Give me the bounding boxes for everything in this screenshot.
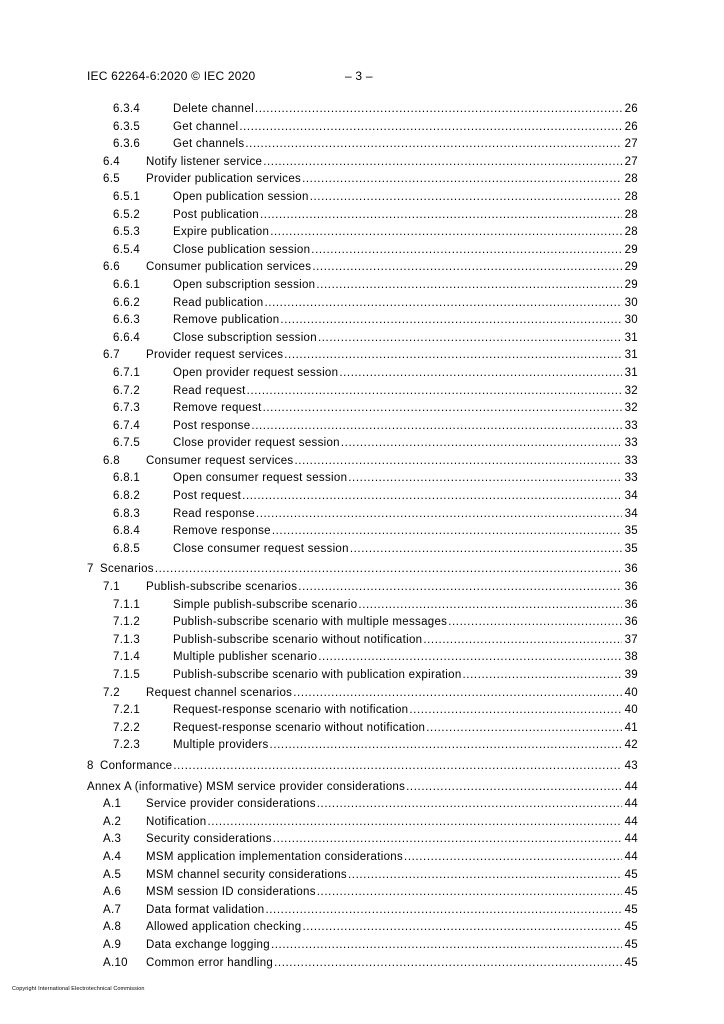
toc-entry-title: Data exchange logging	[146, 938, 270, 951]
toc-entry-number: 6.3.5	[113, 120, 141, 133]
toc-entry-line	[173, 669, 638, 681]
toc-entry[interactable]	[87, 563, 638, 581]
toc-entry[interactable]	[87, 402, 638, 420]
toc-entry[interactable]	[87, 244, 638, 262]
dot-leader	[339, 367, 622, 379]
toc-entry-number: 7.1.5	[113, 669, 141, 681]
toc-entry[interactable]	[87, 798, 638, 816]
toc-entry-page: 37	[624, 633, 638, 646]
dot-leader	[293, 687, 622, 699]
toc-entry-page: 40	[624, 686, 638, 699]
toc-entry-line	[173, 191, 638, 203]
toc-entry-title: Annex A (informative) MSM service provider considerations	[87, 780, 406, 793]
toc-entry[interactable]	[87, 385, 638, 403]
dot-leader	[284, 349, 622, 361]
toc-entry-line	[146, 833, 638, 845]
toc-entry-line	[173, 420, 638, 432]
toc-entry-title: Open publication session	[173, 190, 309, 203]
toc-entry-number: 7.1	[103, 581, 120, 594]
standard-designation: IEC 62264-6:2020 © IEC 2020	[87, 69, 256, 83]
toc-entry-page: 31	[624, 349, 638, 362]
dot-leader	[273, 833, 622, 845]
toc-entry-title: Open consumer request session	[173, 472, 348, 485]
toc-entry-number: 8	[87, 759, 94, 772]
toc-entry-title: Post publication	[173, 208, 259, 221]
dot-leader	[274, 957, 622, 969]
toc-entry-number: 6.8.4	[113, 525, 141, 538]
toc-entry-page: 44	[624, 833, 638, 846]
toc-entry-page: 41	[624, 721, 638, 734]
toc-entry-page: 39	[624, 669, 638, 681]
toc-entry-title: Get channel	[173, 120, 239, 133]
toc-entry-number: A.8	[103, 921, 122, 934]
toc-entry[interactable]	[87, 833, 638, 851]
toc-entry-page: 28	[624, 173, 638, 186]
toc-entry-number: 6.8.2	[113, 490, 141, 503]
toc-entry-title: Remove response	[173, 525, 271, 538]
toc-entry[interactable]	[87, 669, 638, 687]
toc-entry-page: 44	[624, 815, 638, 828]
toc-entry-line	[173, 739, 638, 751]
toc-entry-page: 33	[624, 472, 638, 485]
toc-entry[interactable]	[87, 634, 638, 652]
toc-entry-title: Publish-subscribe scenario without notification	[173, 633, 423, 646]
toc-entry[interactable]	[87, 191, 638, 209]
toc-entry-title: Service provider considerations	[146, 798, 316, 811]
dot-leader	[280, 314, 622, 326]
dot-leader	[312, 261, 622, 273]
toc-entry-number: 7	[87, 563, 94, 576]
dot-leader	[348, 472, 622, 484]
toc-entry-title: Read publication	[173, 296, 264, 309]
toc-entry-title: Multiple publisher scenario	[173, 651, 318, 664]
toc-entry-line	[173, 508, 638, 520]
toc-entry-line	[173, 385, 638, 397]
toc-entry-page: 30	[624, 314, 638, 327]
toc-entry-title: Scenarios	[100, 563, 154, 576]
toc-entry-line	[173, 209, 638, 221]
toc-entry[interactable]	[87, 599, 638, 617]
toc-entry[interactable]	[87, 581, 638, 599]
toc-entry-page: 33	[624, 454, 638, 467]
toc-entry-title: Request channel scenarios	[146, 686, 293, 699]
toc-entry[interactable]	[87, 226, 638, 244]
toc-entry-number: 6.5.3	[113, 226, 141, 239]
dot-leader	[260, 209, 622, 221]
toc-entry-line	[146, 455, 638, 467]
toc-entry-number: 7.1.2	[113, 616, 141, 629]
toc-entry-number: 7.1.1	[113, 598, 141, 611]
dot-leader	[263, 402, 622, 414]
toc-entry[interactable]	[87, 490, 638, 508]
dot-leader	[264, 297, 622, 309]
toc-entry-line	[173, 103, 638, 115]
toc-entry-number: A.5	[103, 868, 122, 881]
dot-leader	[302, 921, 622, 933]
toc-entry-line	[173, 472, 638, 484]
dot-leader	[255, 103, 622, 115]
toc-entry[interactable]	[87, 851, 638, 869]
toc-entry[interactable]	[87, 687, 638, 705]
toc-entry[interactable]	[87, 739, 638, 757]
toc-entry-page: 36	[624, 598, 638, 611]
toc-entry-line	[100, 760, 638, 772]
toc-entry-line	[173, 616, 638, 628]
toc-entry-title: Security considerations	[146, 833, 272, 846]
toc-entry-title: Notification	[146, 815, 207, 828]
dot-leader	[426, 722, 622, 734]
toc-entry-number: 6.7.4	[113, 419, 141, 432]
dot-leader	[318, 332, 622, 344]
dot-leader	[316, 279, 622, 291]
toc-entry-page: 30	[624, 296, 638, 309]
toc-entry-title: Publish-subscribe scenario with publication expiration	[173, 669, 462, 681]
toc-entry-number: A.9	[103, 938, 122, 951]
toc-entry[interactable]	[87, 939, 638, 957]
dot-leader	[317, 886, 622, 898]
toc-entry-title: Open provider request session	[173, 366, 339, 379]
toc-entry-title: Consumer request services	[146, 454, 294, 467]
toc-entry-page: 45	[624, 903, 638, 916]
dot-leader	[341, 437, 622, 449]
toc-entry[interactable]	[87, 297, 638, 315]
toc-entry-title: Publish-subscribe scenario with multiple messages	[173, 616, 448, 629]
toc-entry-line	[146, 851, 638, 863]
dot-leader	[173, 760, 622, 772]
toc-entry-title: Multiple providers	[173, 739, 269, 752]
toc-entry-title: Read response	[173, 507, 255, 520]
toc-entry-number: 6.4	[103, 155, 120, 168]
toc-entry-page: 34	[624, 507, 638, 520]
toc-entry[interactable]	[87, 886, 638, 904]
toc-entry-line	[146, 156, 638, 168]
toc-entry-title: Consumer publication services	[146, 261, 312, 274]
toc-entry[interactable]	[87, 957, 638, 975]
toc-entry[interactable]	[87, 261, 638, 279]
toc-entry-number: A.6	[103, 886, 122, 899]
toc-entry-page: 31	[624, 366, 638, 379]
toc-entry-title: Request-response scenario without notification	[173, 721, 426, 734]
toc-entry-page: 45	[624, 886, 638, 899]
toc-entry-number: 6.8	[103, 454, 120, 467]
toc-entry-number: A.10	[103, 956, 128, 969]
toc-entry[interactable]	[87, 869, 638, 887]
toc-entry-line	[146, 581, 638, 593]
toc-entry-number: 7.1.4	[113, 651, 141, 664]
toc-entry-line	[173, 704, 638, 716]
toc-entry-page: 28	[624, 208, 638, 221]
toc-entry-number: 6.8.1	[113, 472, 141, 485]
dot-leader	[348, 869, 622, 881]
toc-entry-page: 45	[624, 956, 638, 969]
toc-entry-line	[173, 525, 638, 537]
toc-entry[interactable]	[87, 173, 638, 191]
toc-entry-page: 28	[624, 190, 638, 203]
toc-entry[interactable]	[87, 616, 638, 634]
toc-entry-number: 6.5.1	[113, 190, 141, 203]
toc-entry-title: Provider publication services	[146, 173, 302, 186]
toc-entry-page: 27	[624, 138, 638, 151]
toc-entry-line	[146, 939, 638, 951]
toc-entry-number: A.4	[103, 850, 122, 863]
toc-entry-line	[173, 226, 638, 238]
toc-entry-title: MSM session ID considerations	[146, 886, 316, 899]
dot-leader	[423, 634, 622, 646]
toc-entry-line	[146, 816, 638, 828]
toc-entry-number: 6.6.1	[113, 278, 141, 291]
toc-entry-page: 29	[624, 278, 638, 291]
toc-entry-number: 6.7	[103, 349, 120, 362]
toc-entry-page: 33	[624, 437, 638, 450]
toc-entry-number: 7.2.1	[113, 704, 141, 717]
toc-entry-number: 6.7.1	[113, 366, 141, 379]
toc-entry[interactable]	[87, 209, 638, 227]
toc-entry-page: 35	[624, 542, 638, 555]
toc-entry-line	[173, 279, 638, 291]
toc-entry-title: Post request	[173, 490, 242, 503]
toc-entry-page: 44	[624, 850, 638, 863]
toc-entry-page: 36	[624, 616, 638, 629]
toc-entry-page: 43	[624, 759, 638, 772]
copyright-notice: Copyright International Electrotechnical Commission	[12, 986, 145, 992]
dot-leader	[208, 816, 623, 828]
toc-entry[interactable]	[87, 314, 638, 332]
toc-entry[interactable]	[87, 349, 638, 367]
table-of-contents	[87, 103, 638, 974]
toc-entry-title: Read request	[173, 384, 246, 397]
toc-entry-line	[173, 402, 638, 414]
toc-entry[interactable]	[87, 420, 638, 438]
dot-leader	[251, 420, 622, 432]
dot-leader	[448, 616, 622, 628]
toc-entry-line	[173, 722, 638, 734]
toc-entry-title: MSM application implementation considerations	[146, 850, 404, 863]
toc-entry-page: 26	[624, 120, 638, 133]
toc-entry-page: 44	[624, 780, 638, 793]
toc-entry-line	[173, 121, 638, 133]
toc-entry-line	[146, 869, 638, 881]
toc-entry-page: 45	[624, 921, 638, 934]
dot-leader	[310, 191, 622, 203]
toc-entry-number: A.1	[103, 798, 122, 811]
toc-entry-title: Remove request	[173, 402, 262, 415]
dot-leader	[294, 455, 622, 467]
toc-entry-page: 42	[624, 739, 638, 752]
toc-entry-page: 38	[624, 651, 638, 664]
dot-leader	[463, 669, 622, 681]
toc-entry-page: 26	[624, 103, 638, 115]
toc-entry-line	[173, 297, 638, 309]
toc-entry-page: 29	[624, 243, 638, 256]
dot-leader	[256, 508, 622, 520]
toc-entry-number: 6.7.2	[113, 384, 141, 397]
toc-entry-page: 32	[624, 384, 638, 397]
toc-entry-number: 6.5	[103, 173, 120, 186]
toc-entry-number: 6.6	[103, 261, 120, 274]
toc-entry-number: 6.7.5	[113, 437, 141, 450]
toc-entry[interactable]	[87, 455, 638, 473]
dot-leader	[409, 704, 622, 716]
toc-entry-number: A.7	[103, 903, 122, 916]
toc-entry-page: 31	[624, 331, 638, 344]
toc-entry[interactable]	[87, 138, 638, 156]
dot-leader	[155, 563, 622, 575]
toc-entry-number: 6.3.4	[113, 103, 141, 115]
toc-entry-line	[146, 349, 638, 361]
toc-entry-page: 33	[624, 419, 638, 432]
toc-entry[interactable]	[87, 279, 638, 297]
toc-entry-line	[173, 314, 638, 326]
toc-entry[interactable]	[87, 103, 638, 121]
toc-entry-line	[146, 798, 638, 810]
toc-entry-line	[173, 543, 638, 555]
toc-entry-title: Notify listener service	[146, 155, 263, 168]
toc-entry-line	[173, 599, 638, 611]
toc-entry-line	[173, 367, 638, 379]
toc-entry-page: 28	[624, 226, 638, 239]
toc-entry-line	[173, 437, 638, 449]
toc-entry-number: 6.5.4	[113, 243, 141, 256]
toc-entry-page: 27	[624, 155, 638, 168]
toc-entry-line	[173, 634, 638, 646]
dot-leader	[265, 904, 622, 916]
toc-entry-title: Conformance	[100, 759, 173, 772]
toc-entry-title: Allowed application checking	[146, 921, 302, 934]
toc-entry[interactable]	[87, 704, 638, 722]
dot-leader	[239, 121, 622, 133]
dot-leader	[263, 156, 622, 168]
toc-entry-title: Expire publication	[173, 226, 270, 239]
toc-entry-line	[87, 781, 638, 793]
toc-entry-line	[146, 687, 638, 699]
toc-entry-number: 6.6.3	[113, 314, 141, 327]
toc-entry-title: Close publication session	[173, 243, 311, 256]
toc-entry-title: Delete channel	[173, 103, 254, 115]
dot-leader	[245, 138, 622, 150]
toc-entry-line	[146, 173, 638, 185]
toc-entry-title: Publish-subscribe scenarios	[146, 581, 298, 594]
page-number: – 3 –	[345, 69, 373, 83]
toc-entry-line	[173, 490, 638, 502]
toc-entry-page: 35	[624, 525, 638, 538]
toc-entry-number: 6.3.6	[113, 138, 141, 151]
toc-entry-line	[173, 138, 638, 150]
toc-entry[interactable]	[87, 921, 638, 939]
toc-entry-line	[173, 651, 638, 663]
toc-entry[interactable]	[87, 437, 638, 455]
toc-entry-page: 29	[624, 261, 638, 274]
toc-entry-number: 7.2.3	[113, 739, 141, 752]
toc-entry-line	[173, 244, 638, 256]
toc-entry[interactable]	[87, 121, 638, 139]
dot-leader	[270, 739, 622, 751]
toc-entry-title: Get channels	[173, 138, 245, 151]
toc-entry-page: 45	[624, 938, 638, 951]
dot-leader	[350, 543, 622, 555]
toc-entry-number: A.2	[103, 815, 122, 828]
toc-entry[interactable]	[87, 472, 638, 490]
toc-entry-line	[100, 563, 638, 575]
toc-entry-title: Post response	[173, 419, 251, 432]
toc-entry-title: MSM channel security considerations	[146, 868, 347, 881]
dot-leader	[247, 385, 622, 397]
toc-entry[interactable]	[87, 525, 638, 543]
toc-entry-title: Provider request services	[146, 349, 284, 362]
dot-leader	[311, 244, 622, 256]
toc-entry-title: Request-response scenario with notification	[173, 704, 409, 717]
dot-leader	[406, 781, 622, 793]
toc-entry-page: 45	[624, 868, 638, 881]
toc-entry-title: Close consumer request session	[173, 542, 349, 555]
toc-entry-number: 6.6.2	[113, 296, 141, 309]
toc-entry-title: Close provider request session	[173, 437, 340, 450]
toc-entry-title: Common error handling	[146, 956, 274, 969]
toc-entry-title: Data format validation	[146, 903, 265, 916]
dot-leader	[358, 599, 622, 611]
toc-entry[interactable]	[87, 816, 638, 834]
toc-entry-line	[146, 957, 638, 969]
toc-entry-line	[146, 921, 638, 933]
toc-entry-line	[173, 332, 638, 344]
toc-entry-number: A.3	[103, 833, 122, 846]
toc-entry-number: 6.8.5	[113, 542, 141, 555]
dot-leader	[242, 490, 622, 502]
dot-leader	[404, 851, 622, 863]
toc-entry-number: 7.2.2	[113, 721, 141, 734]
toc-entry-title: Simple publish-subscribe scenario	[173, 598, 358, 611]
toc-entry[interactable]	[87, 367, 638, 385]
toc-entry-number: 6.6.4	[113, 331, 141, 344]
toc-entry-title: Close subscription session	[173, 331, 317, 344]
toc-entry[interactable]	[87, 651, 638, 669]
toc-entry[interactable]	[87, 543, 638, 561]
toc-entry-number: 6.5.2	[113, 208, 141, 221]
toc-entry-line	[146, 886, 638, 898]
dot-leader	[270, 226, 622, 238]
dot-leader	[272, 525, 622, 537]
dot-leader	[317, 798, 622, 810]
toc-entry-number: 7.1.3	[113, 633, 141, 646]
toc-entry-page: 36	[624, 563, 638, 576]
dot-leader	[318, 651, 622, 663]
toc-entry[interactable]	[87, 760, 638, 778]
toc-entry-number: 7.2	[103, 686, 120, 699]
toc-entry-number: 6.7.3	[113, 402, 141, 415]
toc-entry[interactable]	[87, 781, 638, 799]
toc-entry-title: Open subscription session	[173, 278, 316, 291]
toc-entry-page: 36	[624, 581, 638, 594]
toc-entry-number: 6.8.3	[113, 507, 141, 520]
toc-entry-title: Remove publication	[173, 314, 280, 327]
toc-entry-page: 44	[624, 798, 638, 811]
toc-entry-page: 40	[624, 704, 638, 717]
toc-entry[interactable]	[87, 904, 638, 922]
toc-entry-line	[146, 904, 638, 916]
dot-leader	[271, 939, 622, 951]
toc-entry-line	[146, 261, 638, 273]
dot-leader	[302, 173, 622, 185]
toc-entry[interactable]	[87, 156, 638, 174]
toc-entry-page: 32	[624, 402, 638, 415]
toc-entry[interactable]	[87, 722, 638, 740]
page-header	[87, 69, 637, 85]
toc-entry[interactable]	[87, 508, 638, 526]
dot-leader	[298, 581, 622, 593]
toc-entry-page: 34	[624, 490, 638, 503]
toc-entry[interactable]	[87, 332, 638, 350]
